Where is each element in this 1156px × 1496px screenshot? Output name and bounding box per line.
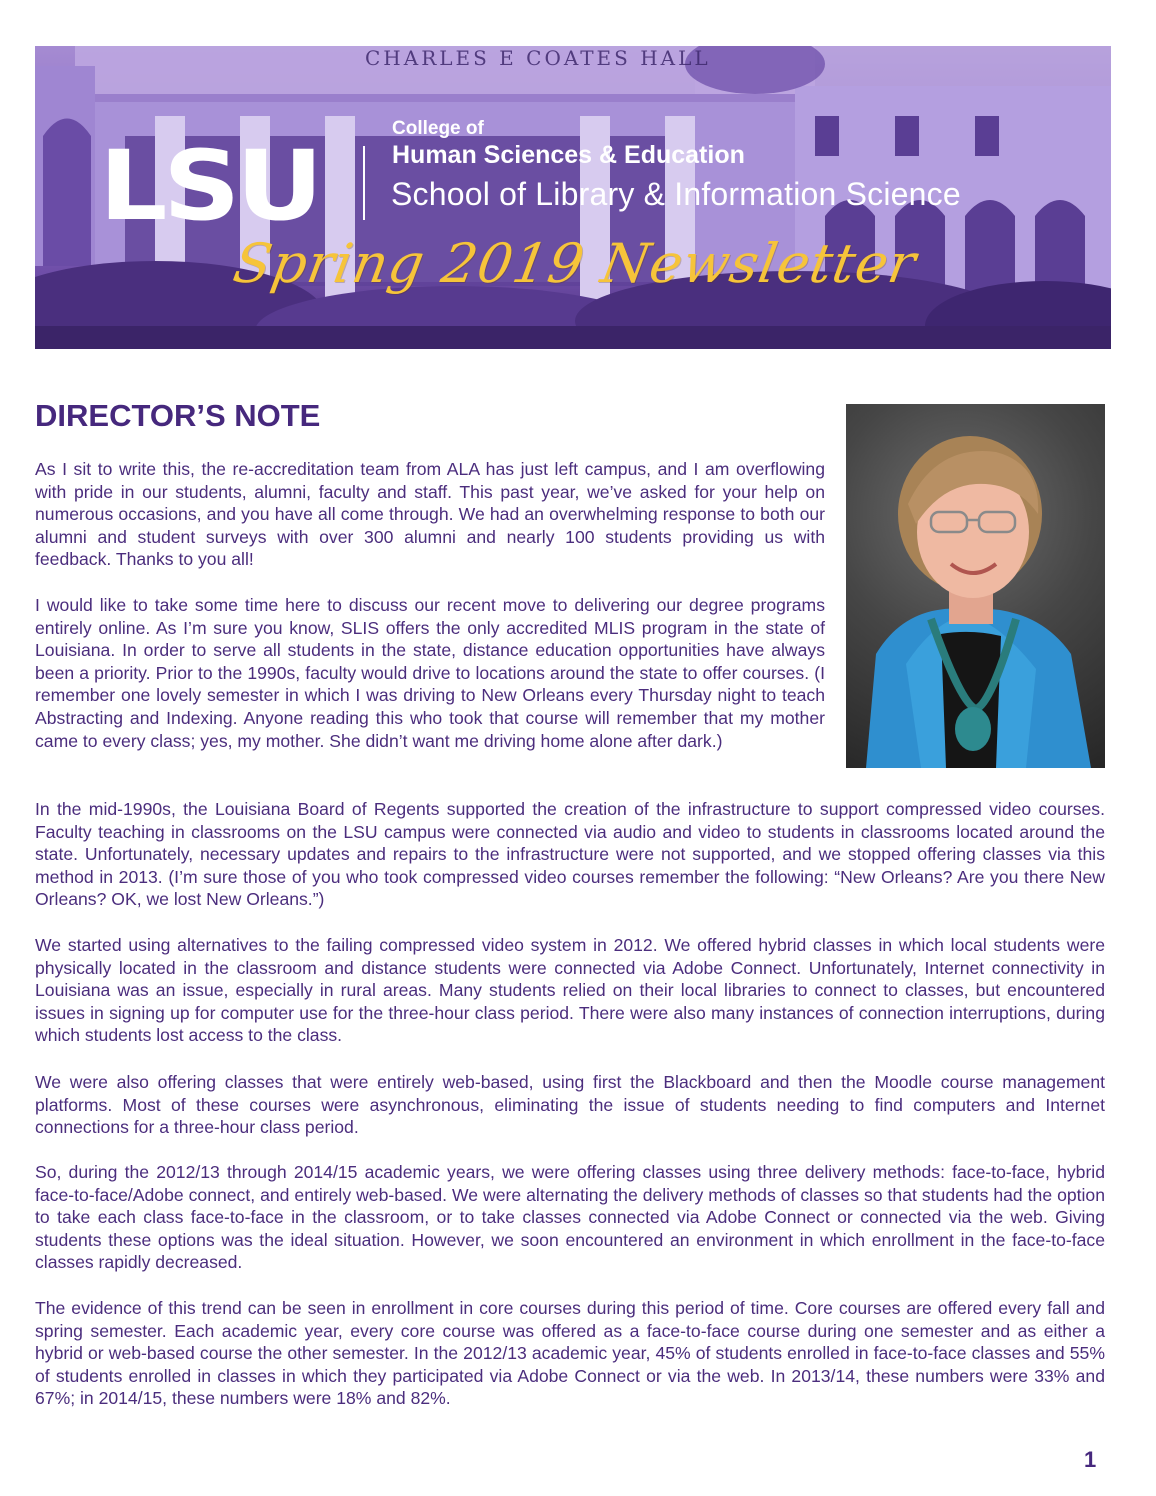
paragraph-2: I would like to take some time here to discuss our recent move to delivering our degree programs entirely online. As I’m sure you know, SLIS offers the only accredited MLIS program in the state of Louisiana. In order to serve all students in the state, distance education opportunities have always been a priority. Prior to the 1990s, faculty would drive to locations around the state to offer courses. (I remember one lovely semester in which I was driving to New Orleans every Thursday night to teach Abstracting and Indexing. Anyone reading this who took that course will remember that my mother came to every class; yes, my mother. She didn’t want me driving home alone after dark.) — [35, 595, 825, 751]
header-banner — [35, 46, 1111, 349]
school-name: School of Library & Information Science — [391, 176, 961, 212]
building-inscription: CHARLES E COATES HALL — [365, 46, 711, 70]
college-line-1: College of — [392, 118, 484, 139]
newsletter-title: Spring 2019 Newsletter — [228, 232, 922, 295]
college-line-2: Human Sciences & Education — [392, 141, 745, 169]
page-number: 1 — [1084, 1447, 1097, 1472]
paragraph-3: In the mid-1990s, the Louisiana Board of Regents supported the creation of the infrastructure to support compressed video courses. Faculty teaching in classrooms on the LSU campus were connected via audio and video to students in classrooms located around the state. Unfortunately, necessary updates and repairs to the infrastructure were not supported, and we stopped offering classes via this method in 2013. (I’m sure those of you who took compressed video courses remember the following: “New Orleans? Are you there New Orleans? OK, we lost New Orleans.”) — [35, 799, 1105, 910]
lsu-logo: LSU — [99, 130, 319, 242]
page-title: DIRECTOR’S NOTE — [35, 398, 321, 433]
director-portrait-illustration — [846, 404, 1105, 768]
paragraph-4: We started using alternatives to the failing compressed video system in 2012. We offered hybrid classes in which local students were physically located in the classroom and distance students were connected via Adobe Connect. Unfortunately, Internet connectivity in Louisiana was an issue, especially in rural areas. Many students relied on their local libraries to connect to classes, but encountered issues in signing up for computer use for the three-hour class period. There were also many instances of connection interruptions, during which students lost access to the class. — [35, 935, 1105, 1046]
paragraph-5: We were also offering classes that were entirely web-based, using first the Blackboard and then the Moodle course management platforms. Most of these courses were asynchronous, eliminating the issue of students needing to find computers and Internet connections for a three-hour class period. — [35, 1072, 1105, 1138]
paragraph-7: The evidence of this trend can be seen in enrollment in core courses during this period of time. Core courses are offered every fall and spring semester. Each academic year, every core course was offered as a face-to-face course during one semester and as either a hybrid or web-based course the other semester. In the 2012/13 academic year, 45% of students enrolled in face-to-face classes and 55% of students enrolled in classes in which they participated via Adobe Connect or via the web. In 2013/14, these numbers were 33% and 67%; in 2014/15, these numbers were 18% and 82%. — [35, 1298, 1105, 1409]
paragraph-1: As I sit to write this, the re-accreditation team from ALA has just left campus, and I am overflowing with pride in our students, alumni, faculty and staff. This past year, we’ve asked for your help on numerous occasions, and you have all come through. We had an overwhelming response to both our alumni and student surveys with over 300 alumni and nearly 100 students providing us with feedback. Thanks to you all! — [35, 459, 825, 570]
paragraph-6: So, during the 2012/13 through 2014/15 academic years, we were offering classes using three delivery methods: face-to-face, hybrid face-to-face/Adobe connect, and entirely web-based. We were alternating the delivery methods of classes so that students had the option to take each class face-to-face in the classroom, or to take classes connected via Adobe Connect or connected via the web. Giving students these options was the ideal situation. However, we soon encountered an environment in which enrollment in the face-to-face classes rapidly decreased. — [35, 1162, 1105, 1273]
logo-divider — [363, 146, 365, 220]
director-portrait — [846, 404, 1105, 768]
